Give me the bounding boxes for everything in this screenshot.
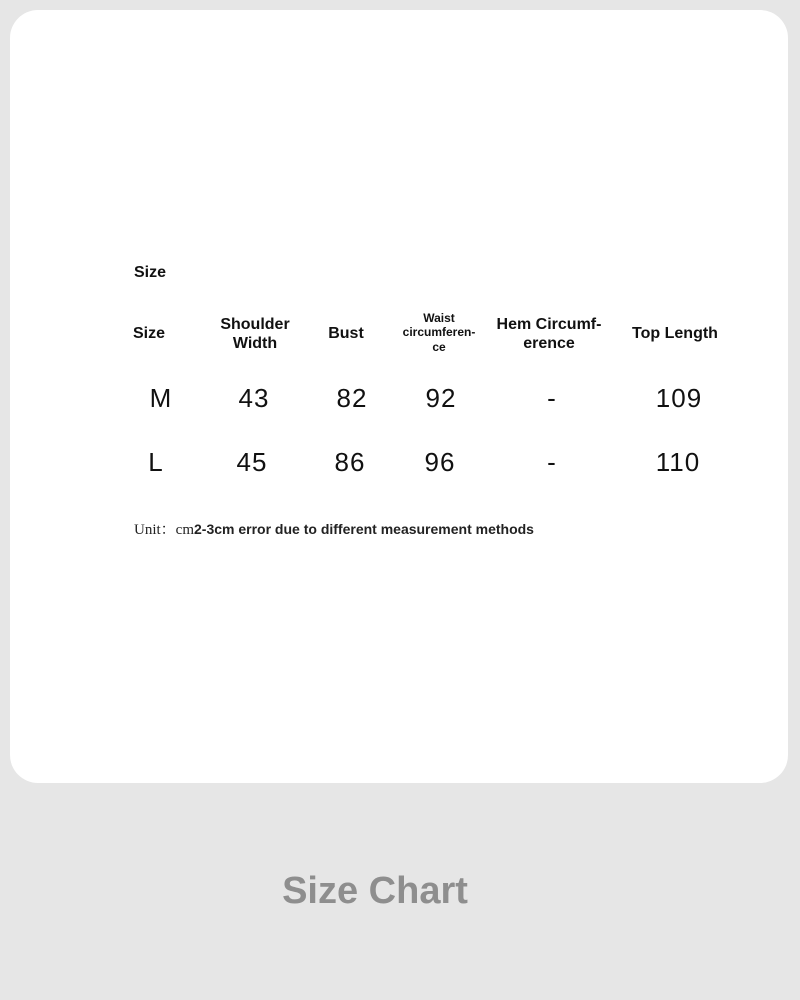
error-note: 2-3cm error due to different measurement methods [194,521,534,537]
header-shoulder-width: Shoulder Width [220,316,290,353]
header-waist: Waist circumferen- ce [402,311,476,354]
table-cell-length-m: 109 [655,383,703,413]
header-bust: Bust [328,325,364,342]
table-cell-bust-m: 82 [336,383,368,413]
table-cell-bust-l: 86 [334,447,366,477]
header-size: Size [132,325,165,342]
table-cell-length-l: 110 [655,447,701,477]
size-heading: Size [134,264,167,281]
table-cell-shoulder-l: 45 [236,447,268,477]
table-cell-waist-l: 96 [424,447,456,477]
table-cell-size-m: M [149,383,173,413]
table-cell-hem-m: - [547,383,557,413]
table-cell-shoulder-m: 43 [238,383,270,413]
page-title: Size Chart [282,870,468,912]
unit-label: Unit：cm [134,522,194,538]
table-cell-hem-l: - [547,447,557,477]
measurement-note [134,518,534,539]
header-hem: Hem Circumf- erence [496,316,602,353]
header-top-length: Top Length [632,325,718,342]
table-cell-waist-m: 92 [425,383,457,413]
table-cell-size-l: L [148,447,164,477]
